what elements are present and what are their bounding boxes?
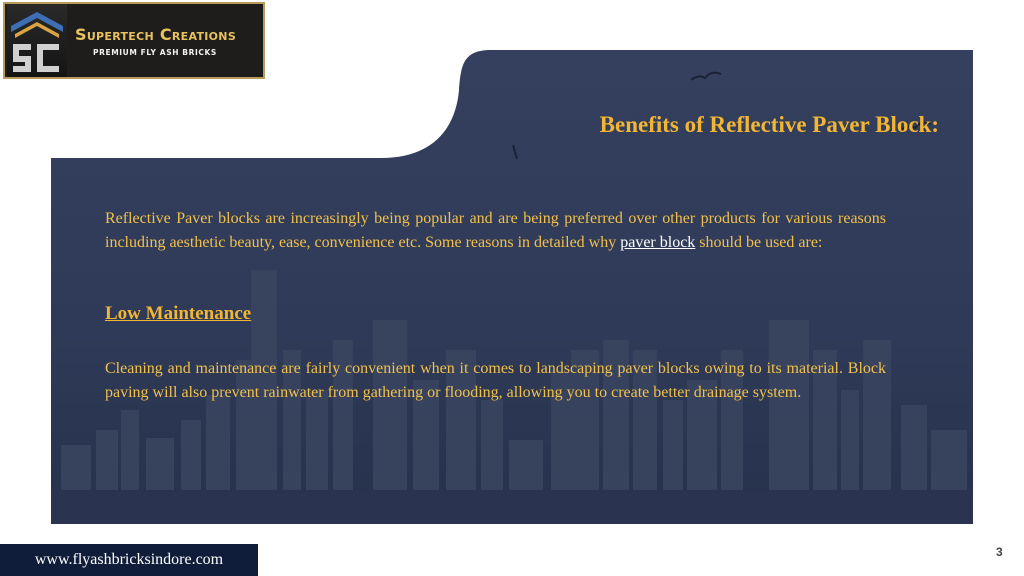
- intro-text-end: should be used are:: [695, 234, 823, 251]
- section-subheading: Low Maintenance: [105, 303, 252, 324]
- intro-text-start: Reflective Paver blocks are increasingly being popular and are being preferred over other products for various reasons including aesthetic beauty, ease, convenience etc. Some reasons in detailed why: [105, 210, 886, 251]
- logo-title: Supertech Creations: [75, 24, 237, 44]
- logo-subtitle: PREMIUM FLY ASH BRICKS: [93, 47, 217, 57]
- intro-paragraph: [105, 207, 886, 255]
- paver-block-link[interactable]: paver block: [620, 234, 696, 251]
- body-paragraph: Cleaning and maintenance are fairly convenient when it comes to landscaping paver blocks owing to its material. Block paving will also prevent rainwater from gathering or flooding, allowing you to create better drainage system.: [105, 360, 886, 401]
- website-url[interactable]: www.flyashbricksindore.com: [0, 544, 258, 576]
- slide-heading: Benefits of Reflective Paver Block:: [599, 112, 939, 137]
- page-number: 3: [996, 545, 1003, 559]
